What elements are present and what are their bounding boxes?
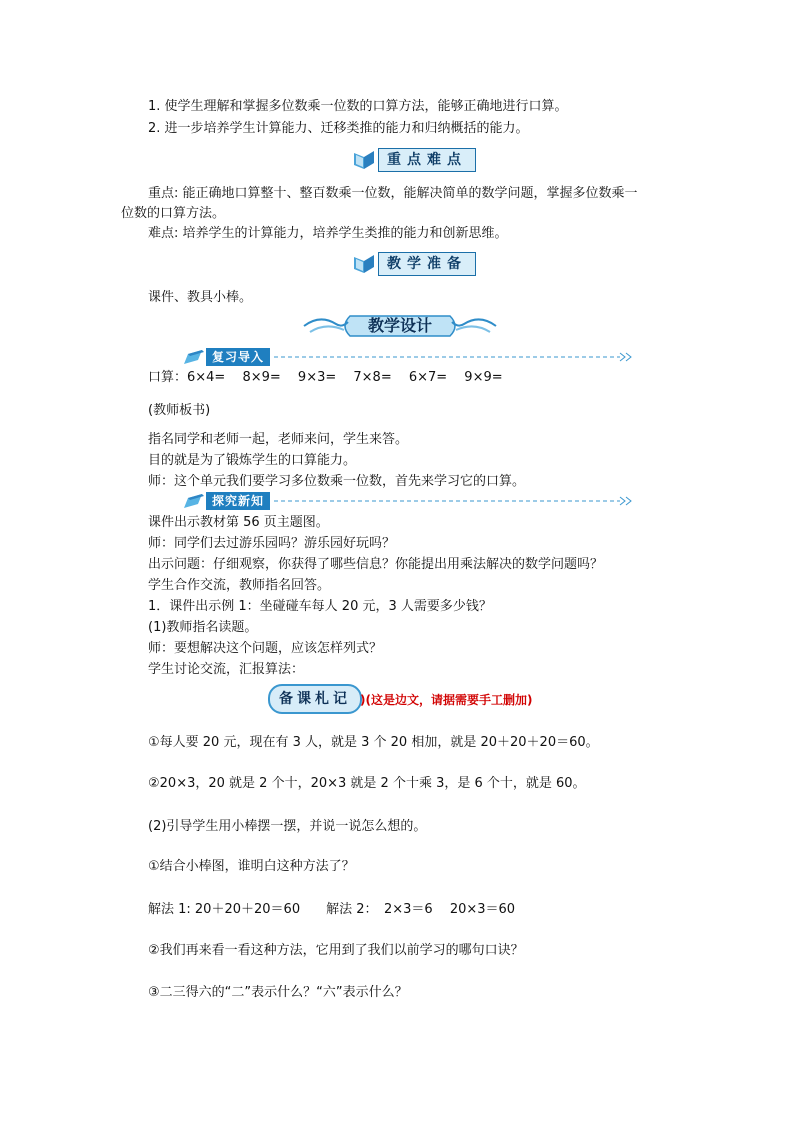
review-line-2: 目的就是为了锻炼学生的口算能力。 bbox=[148, 453, 357, 468]
dashed-arrow-icon bbox=[270, 348, 636, 366]
design-banner bbox=[300, 312, 500, 340]
review-line-3: 师：这个单元我们要学习多位数乘一位数，首先来学习它的口算。 bbox=[148, 474, 526, 489]
explore-line: (1)教师指名读题。 bbox=[148, 620, 258, 635]
explore-line: 学生合作交流，教师指名回答。 bbox=[148, 578, 331, 593]
question-1: ①结合小棒图，谁明白这种方法了？ bbox=[148, 859, 355, 874]
dashed-arrow-icon bbox=[270, 492, 636, 510]
book-icon bbox=[352, 149, 378, 171]
margin-note: )(这是边文，请据需要手工删加) bbox=[360, 693, 533, 707]
pencil-icon bbox=[182, 348, 206, 366]
book-icon bbox=[352, 253, 378, 275]
oral-calc: 口算：6×4= 8×9= 9×3= 7×8= 6×7= 9×9= bbox=[148, 370, 503, 385]
objective-2: 2. 进一步培养学生计算能力、迁移类推的能力和归纳概括的能力。 bbox=[148, 121, 529, 136]
prep-title: 教学准备 bbox=[378, 252, 476, 276]
explore-line: 出示问题：仔细观察，你获得了哪些信息？你能提出用乘法解决的数学问题吗？ bbox=[148, 557, 604, 572]
teacher-board: (教师板书) bbox=[148, 403, 211, 418]
key-point-text-cont: 位数的口算方法。 bbox=[121, 206, 226, 221]
review-line-1: 指名同学和老师一起，老师来问，学生来答。 bbox=[148, 432, 409, 447]
explore-line: 1．课件出示例 1：坐碰碰车每人 20 元，3 人需要多少钱？ bbox=[148, 599, 492, 614]
review-label: 复习导入 bbox=[206, 348, 270, 366]
explore-line: 课件出示教材第 56 页主题图。 bbox=[148, 515, 329, 530]
objective-1: 1. 使学生理解和掌握多位数乘一位数的口算方法，能够正确地进行口算。 bbox=[148, 99, 568, 114]
prep-text: 课件、教具小棒。 bbox=[148, 290, 253, 305]
prep-header bbox=[352, 252, 476, 276]
review-header bbox=[182, 348, 636, 366]
explore-header bbox=[182, 492, 636, 510]
explore-line: 师：同学们去过游乐园吗？游乐园好玩吗？ bbox=[148, 536, 396, 551]
explore-line: 师：要想解决这个问题，应该怎样列式？ bbox=[148, 641, 383, 656]
difficulty-text: 难点: 培养学生的计算能力，培养学生类推的能力和创新思维。 bbox=[148, 226, 508, 241]
question-2: ②我们再来看一看这种方法，它用到了我们以前学习的哪句口诀？ bbox=[148, 943, 524, 958]
design-banner-title: 教学设计 bbox=[367, 316, 432, 335]
key-point-text: 重点: 能正确地口算整十、整百数乘一位数，能解决简单的数学问题，掌握多位数乘一 bbox=[148, 186, 638, 201]
key-points-header bbox=[352, 148, 476, 172]
method-2: ②20×3，20 就是 2 个十，20×3 就是 2 个十乘 3，是 6 个十，就是 60。 bbox=[148, 776, 586, 791]
key-points-title: 重点难点 bbox=[378, 148, 476, 172]
question-3: ③二三得六的“二”表示什么？“六”表示什么？ bbox=[148, 985, 408, 1000]
explore-line: 学生讨论交流，汇报算法： bbox=[148, 662, 305, 677]
explore-label: 探究新知 bbox=[206, 492, 270, 510]
lesson-notes-box: 备课札记 bbox=[268, 684, 362, 714]
solutions: 解法 1: 20＋20＋20＝60 解法 2： 2×3＝6 20×3＝60 bbox=[148, 902, 516, 917]
pencil-icon bbox=[182, 492, 206, 510]
method-1: ①每人要 20 元，现在有 3 人，就是 3 个 20 相加，就是 20＋20＋20＝60。 bbox=[148, 735, 599, 750]
sticks-step: (2)引导学生用小棒摆一摆，并说一说怎么想的。 bbox=[148, 819, 427, 834]
